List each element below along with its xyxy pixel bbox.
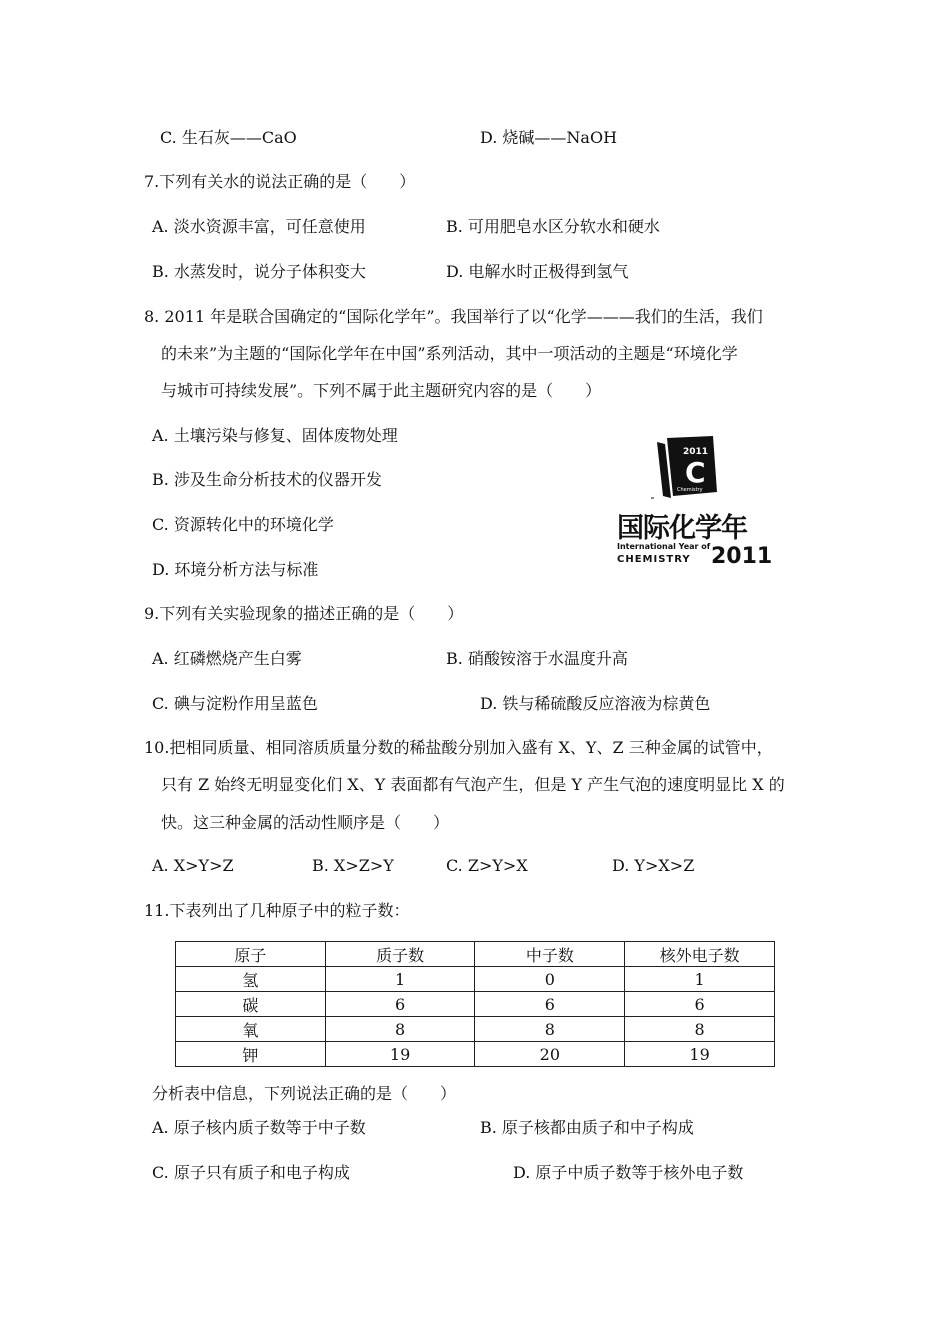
q10-line-2: 只有 Z 始终无明显变化们 X、Y 表面都有气泡产生，但是 Y 产生气泡的速度明显比 X 的: [161, 775, 785, 794]
q10-line-3: 快。这三种金属的活动性顺序是（ ）: [161, 813, 450, 832]
q9-option-c: C. 碘与淀粉作用呈蓝色: [152, 694, 318, 713]
logo-intl: International Year of: [617, 542, 711, 551]
q6-option-c: C. 生石灰——CaO: [160, 128, 297, 147]
logo-year: 2011: [711, 544, 773, 569]
table-cell: 1: [325, 967, 475, 992]
q7-option-b: B. 可用肥皂水区分软水和硬水: [446, 217, 660, 236]
atom-particle-table: [175, 941, 775, 1067]
q9-option-b: B. 硝酸铵溶于水温度升高: [446, 649, 628, 668]
q8-line-2: 的未来”为主题的“国际化学年在中国”系列活动，其中一项活动的主题是“环境化学: [161, 344, 738, 363]
q6-option-d: D. 烧碱——NaOH: [480, 128, 618, 147]
q8-line-1: 8. 2011 年是联合国确定的“国际化学年”。我国举行了以“化学———我们的生活，我们: [144, 307, 763, 326]
table-header: 中子数: [475, 942, 625, 967]
q9-stem: 9.下列有关实验现象的描述正确的是（ ）: [144, 604, 464, 623]
table-cell: 6: [475, 992, 625, 1017]
q7-option-c: B. 水蒸发时，说分子体积变大: [152, 262, 366, 281]
table-cell: 碳: [176, 992, 326, 1017]
calendar-letter: C: [685, 456, 706, 489]
q7-option-a: A. 淡水资源丰富，可任意使用: [152, 217, 366, 236]
table-header: 原子: [176, 942, 326, 967]
q10-line-1: 10.把相同质量、相同溶质质量分数的稀盐酸分别加入盛有 X、Y、Z 三种金属的试管中，: [144, 738, 773, 757]
chemistry-year-logo: [615, 434, 773, 574]
q8-option-b: B. 涉及生命分析技术的仪器开发: [152, 470, 382, 489]
table-cell: 8: [325, 1017, 475, 1042]
q10-option-d: D. Y>X>Z: [612, 856, 695, 875]
table-cell: 20: [475, 1042, 625, 1067]
table-cell: 19: [625, 1042, 775, 1067]
calendar-year: 2011: [683, 447, 709, 457]
table-cell: 6: [325, 992, 475, 1017]
table-cell: 8: [625, 1017, 775, 1042]
q9-option-a: A. 红磷燃烧产生白雾: [152, 649, 302, 668]
q7-option-d: D. 电解水时正极得到氢气: [446, 262, 629, 281]
table-cell: 1: [625, 967, 775, 992]
table-cell: 氢: [176, 967, 326, 992]
table-cell: 钾: [176, 1042, 326, 1067]
table-cell: 6: [625, 992, 775, 1017]
q11-option-c: C. 原子只有质子和电子构成: [152, 1163, 350, 1182]
q11-option-d: D. 原子中质子数等于核外电子数: [513, 1163, 744, 1182]
logo-chemistry: CHEMISTRY: [617, 554, 691, 565]
table-header: 核外电子数: [625, 942, 775, 967]
q10-option-b: B. X>Z>Y: [312, 856, 394, 875]
table-row: [176, 967, 775, 992]
q11-option-a: A. 原子核内质子数等于中子数: [152, 1118, 366, 1137]
table-cell: 氧: [176, 1017, 326, 1042]
table-header: 质子数: [325, 942, 475, 967]
table-cell: 0: [475, 967, 625, 992]
calendar-sub: Chemistry: [677, 487, 703, 493]
table-row: [176, 992, 775, 1017]
q8-line-3: 与城市可持续发展”。下列不属于此主题研究内容的是（ ）: [161, 381, 602, 400]
table-row: [176, 1042, 775, 1067]
q11-option-b: B. 原子核都由质子和中子构成: [480, 1118, 694, 1137]
q10-option-c: C. Z>Y>X: [446, 856, 528, 875]
q8-option-d: D. 环境分析方法与标准: [152, 560, 319, 579]
logo-title: 国际化学年: [617, 513, 747, 544]
q7-stem: 7.下列有关水的说法正确的是（ ）: [144, 172, 416, 191]
q10-option-a: A. X>Y>Z: [152, 856, 234, 875]
q9-option-d: D. 铁与稀硫酸反应溶液为棕黄色: [480, 694, 711, 713]
table-cell: 8: [475, 1017, 625, 1042]
calendar-icon: [647, 434, 727, 504]
table-cell: 19: [325, 1042, 475, 1067]
table-header-row: [176, 942, 775, 967]
q8-option-c: C. 资源转化中的环境化学: [152, 515, 334, 534]
q8-option-a: A. 土壤污染与修复、固体废物处理: [152, 426, 398, 445]
table-row: [176, 1017, 775, 1042]
q11-after-text: 分析表中信息，下列说法正确的是（ ）: [152, 1084, 457, 1103]
q11-stem: 11.下表列出了几种原子中的粒子数：: [144, 901, 410, 920]
